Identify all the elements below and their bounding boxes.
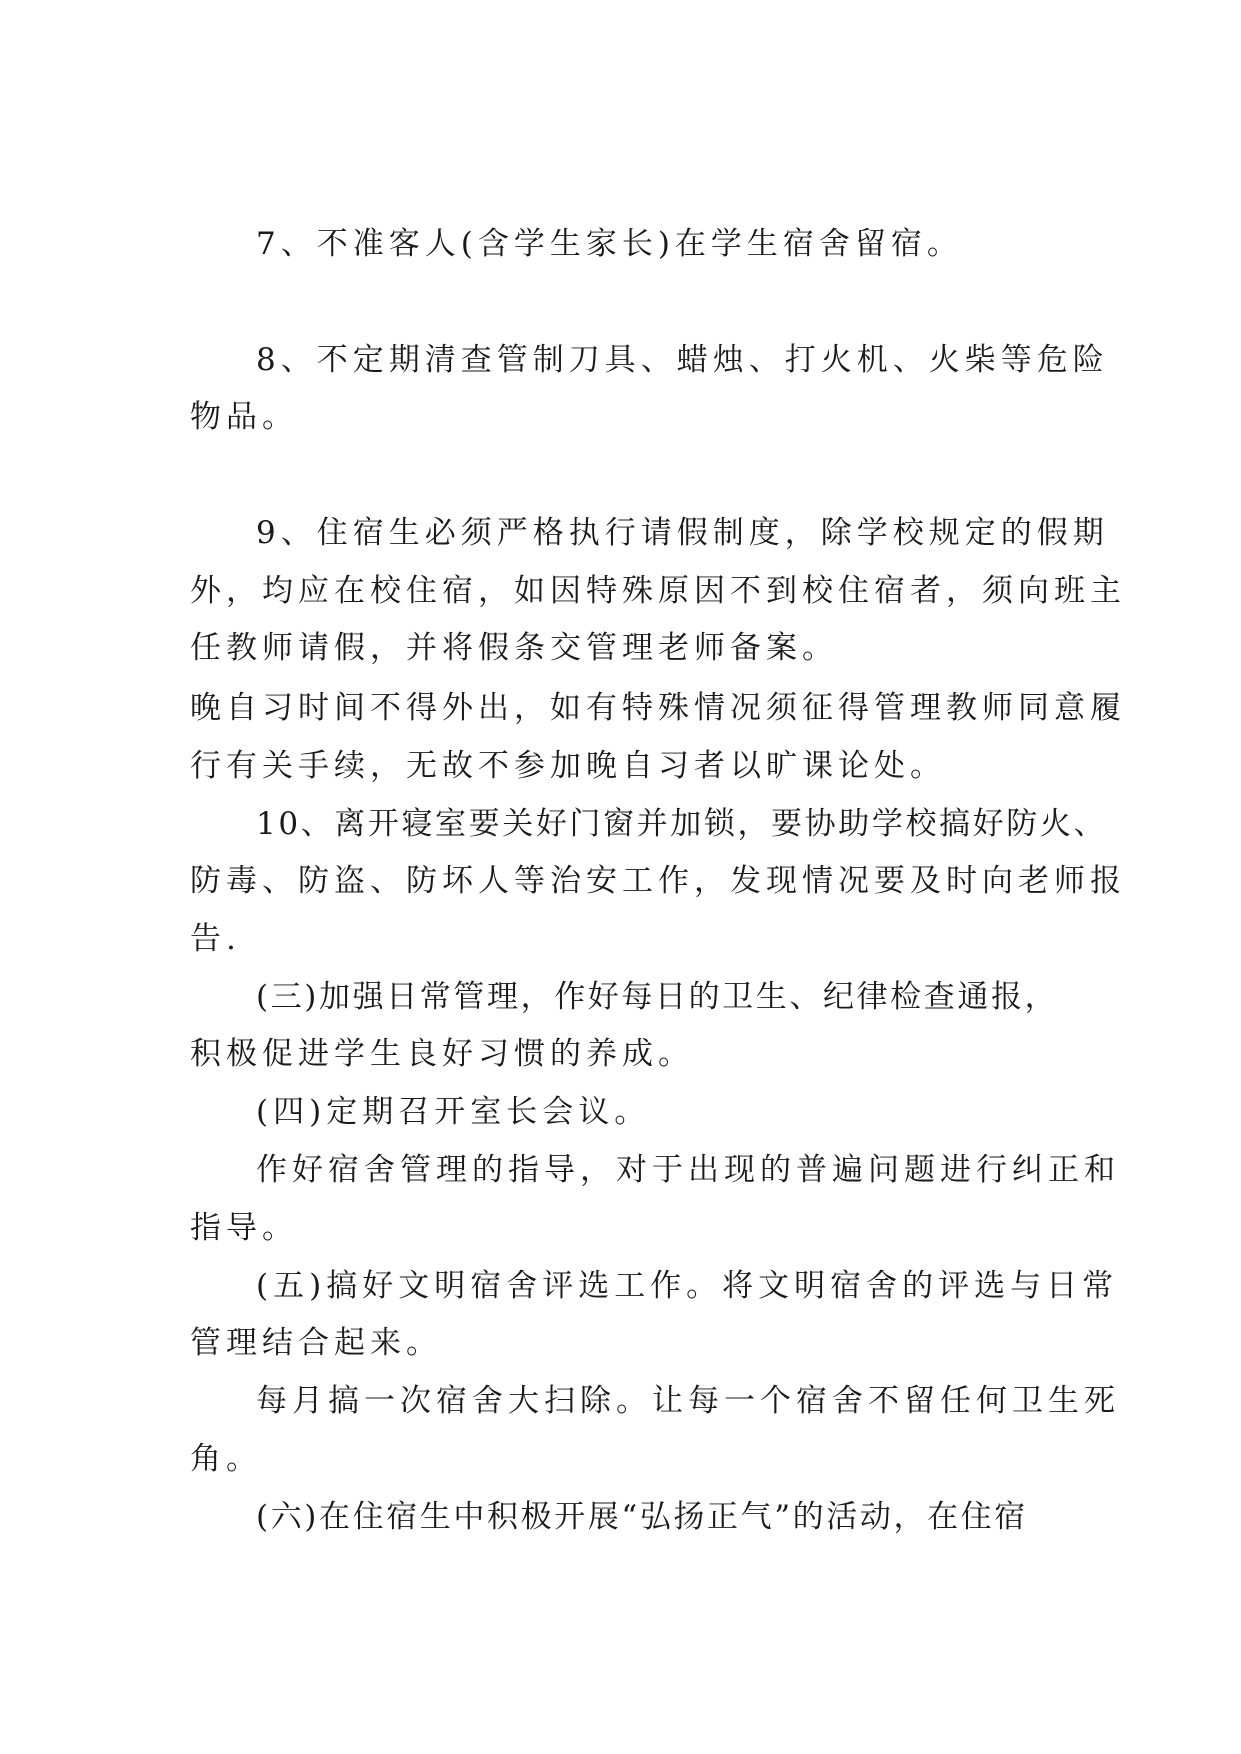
text-line: (四)定期召开室长会议。: [256, 1094, 651, 1130]
text-line: 外，均应在校住宿，如因特殊原因不到校住宿者，须向班主: [190, 573, 1126, 609]
text-line: 积极促进学生良好习惯的养成。: [190, 1036, 694, 1072]
text-line: 角。: [190, 1441, 262, 1477]
text-line: 防毒、防盗、防坏人等治安工作，发现情况要及时向老师报: [190, 863, 1126, 899]
text-line: 指导。: [190, 1210, 298, 1246]
text-line: 10、离开寝室要关好门窗并加锁，要协助学校搞好防火、: [256, 806, 1108, 842]
text-line: 行有关手续，无故不参加晚自习者以旷课论处。: [190, 748, 946, 784]
text-line: 管理结合起来。: [190, 1325, 442, 1361]
text-line: 告.: [190, 921, 241, 957]
text-line: 每月搞一次宿舍大扫除。让每一个宿舍不留任何卫生死: [256, 1383, 1120, 1419]
text-line: 晚自习时间不得外出，如有特殊情况须征得管理教师同意履: [190, 690, 1126, 726]
text-line: (六)在住宿生中积极开展“弘扬正气”的活动，在住宿: [256, 1499, 1028, 1535]
text-line: (三)加强日常管理，作好每日的卫生、纪律检查通报，: [256, 979, 1059, 1015]
text-line: 任教师请假，并将假条交管理老师备案。: [190, 630, 838, 666]
text-line: 8、不定期清查管制刀具、蜡烛、打火机、火柴等危险: [256, 342, 1109, 378]
text-line: (五)搞好文明宿舍评选工作。将文明宿舍的评选与日常: [256, 1268, 1119, 1304]
text-line: 作好宿舍管理的指导，对于出现的普遍问题进行纠正和: [256, 1152, 1120, 1188]
text-line: 物品。: [190, 399, 298, 435]
text-line: 7、不准客人(含学生家长)在学生宿舍留宿。: [256, 226, 963, 262]
text-line: 9、住宿生必须严格执行请假制度，除学校规定的假期: [256, 515, 1109, 551]
